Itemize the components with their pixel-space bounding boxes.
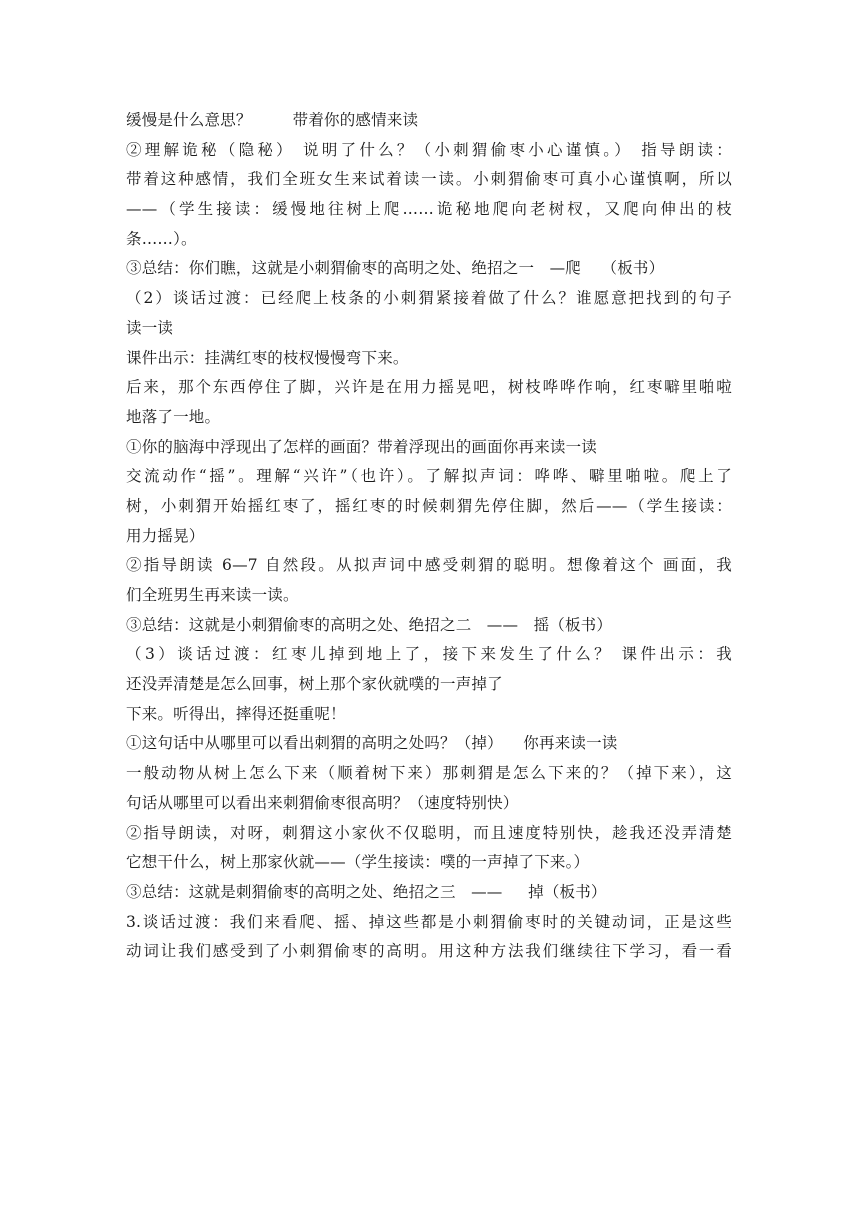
text-line: 后来，那个东西停住了脚，兴许是在用力摇晃吧，树枝哗哗作响，红枣噼里啪啦	[126, 378, 732, 397]
text-line: 3.谈话过渡：我们来看爬、摇、掉这些都是小刺猬偷枣时的关键动词，正是这些	[126, 912, 732, 931]
text-line: 带着这种感情，我们全班女生来试着读一读。小刺猬偷枣可真小心谨慎啊，所以	[126, 170, 732, 189]
text-line: 一般动物从树上怎么下来（顺着树下来）那刺猬是怎么下来的？（掉下来），这	[126, 764, 732, 783]
text-line: 条……）。	[126, 229, 197, 248]
text-line: 下来。听得出，摔得还挺重呢！	[126, 704, 346, 723]
text-line: 用力摇晃）	[126, 526, 205, 545]
text-line: 树，小刺猬开始摇红枣了，摇红枣的时候刺猬先停住脚，然后——（学生接读：	[126, 496, 732, 515]
text-line: 句话从哪里可以看出来刺猬偷枣很高明？（速度特别快）	[126, 793, 519, 812]
text-line: 们全班男生再来读一读。	[126, 586, 299, 604]
text-line: ②理解诡秘（隐秘） 说明了什么？（小刺猬偷枣小心谨慎。） 指导朗读：	[126, 140, 732, 159]
text-line: ①你的脑海中浮现出了怎样的画面？带着浮现出的画面你再来读一读	[126, 437, 598, 456]
text-line: ①这句话中从哪里可以看出刺猬的高明之处吗？（掉） 你再来读一读	[126, 734, 618, 753]
text-line: ③总结：这就是刺猬偷枣的高明之处、绝招之三 —— 掉（板书）	[126, 882, 607, 901]
text-line: 读一读	[126, 318, 174, 337]
text-line: （3）谈话过渡：红枣儿掉到地上了，接下来发生了什么？ 课件出示：我	[126, 645, 732, 664]
text-line: 动词让我们感受到了小刺猬偷枣的高明。用这种方法我们继续往下学习，看一看	[126, 942, 732, 961]
text-line: （2）谈话过渡：已经爬上枝条的小刺猬紧接着做了什么？谁愿意把找到的句子	[126, 289, 732, 308]
text-line: ——（学生接读：缓慢地往树上爬……诡秘地爬向老树杈，又爬向伸出的枝	[126, 200, 732, 219]
text-line: 它想干什么，树上那家伙就——（学生接读：噗的一声掉了下来。）	[126, 853, 590, 872]
text-line: 课件出示：挂满红枣的枝杈慢慢弯下来。	[126, 348, 409, 367]
text-line: 地落了一地。	[126, 407, 221, 426]
text-line: ②指导朗读 6—7 自然段。从拟声词中感受刺猬的聪明。想像着这个 画面，我	[126, 556, 732, 575]
text-line: 还没弄清楚是怎么回事，树上那个家伙就噗的一声掉了	[126, 675, 503, 694]
text-line: ③总结：这就是小刺猬偷枣的高明之处、绝招之二 —— 摇（板书）	[126, 615, 613, 634]
text-line: 交流动作“摇”。理解“兴许”（也许）。了解拟声词：哗哗、噼里啪啦。爬上了	[126, 467, 732, 486]
text-line: ②指导朗读，对呀，刺猬这小家伙不仅聪明，而且速度特别快，趁我还没弄清楚	[126, 823, 732, 842]
document-body	[126, 106, 732, 967]
text-line: ③总结：你们瞧，这就是小刺猬偷枣的高明之处、绝招之一 —爬 （板书）	[126, 259, 665, 278]
text-line: 缓慢是什么意思？ 带着你的感情来读	[126, 111, 419, 129]
